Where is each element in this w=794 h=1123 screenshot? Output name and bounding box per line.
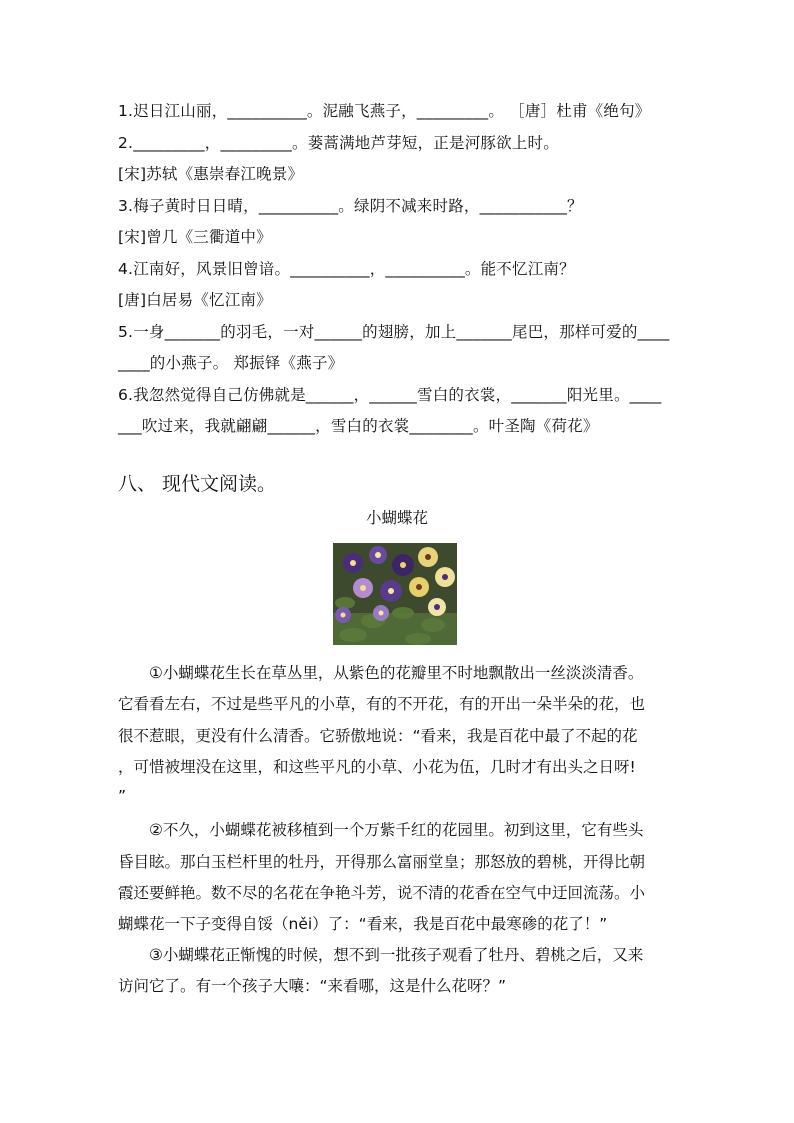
poem-line-9: ____的小燕子。 郑振铎《燕子》 (118, 354, 344, 372)
poem-line-8: 5.一身_______的羽毛，一对______的翅膀，加上_______尾巴，那样可爱的____ (118, 323, 670, 341)
poem-line-5: [宋]曾几《三衢道中》 (118, 228, 272, 246)
paragraph-line: ” (118, 787, 127, 805)
paragraph-line: 很不惹眼，更没有什么清香。它骄傲地说：“看来，我是百花中最了不起的花 (118, 727, 638, 745)
paragraph-line: 它看看左右，不过是些平凡的小草，有的不开花，有的开出一朵半朵的花，也 (118, 695, 646, 713)
paragraph-line: ，可惜被埋没在这里，和这些平凡的小草、小花为伍，几时才有出头之日呀! (118, 758, 636, 776)
poem-line-6: 4.江南好，风景旧曾谙。__________，__________。能不忆江南？ (118, 260, 575, 278)
pansy-flowers-image (333, 543, 457, 645)
paragraph-line: 蝴蝶花一下子变得自馁（něi）了：“看来，我是百花中最寒碜的花了！” (118, 915, 608, 933)
poem-line-10: 6.我忽然觉得自己仿佛就是______，______雪白的衣裳，_______阳光里。____ (118, 386, 662, 404)
poem-line-2: 2._________，_________。蒌蒿满地芦芽短，正是河豚欲上时。 (118, 134, 559, 152)
paragraph-line: ②不久，小蝴蝶花被移植到一个万紫千红的花园里。初到这里，它有些头 (118, 821, 644, 839)
paragraph-line: 访问它了。有一个孩子大嚷：“来看哪，这是什么花呀？” (118, 977, 507, 995)
section-heading: 八、 现代文阅读。 (118, 473, 277, 495)
paragraph-line: 霞还要鲜艳。数不尽的名花在争艳斗芳，说不清的花香在空气中迂回流荡。小 (118, 884, 646, 902)
poem-line-7: [唐]白居易《忆江南》 (118, 291, 272, 309)
poem-line-11: ___吹过来，我就翩翩______，雪白的衣裳________。叶圣陶《荷花》 (118, 417, 599, 435)
paragraph-line: 昏目眩。那白玉栏杆里的牡丹，开得那么富丽堂皇；那怒放的碧桃，开得比朝 (118, 853, 646, 871)
poem-line-3: [宋]苏轼《惠崇春江晚景》 (118, 165, 304, 183)
article-title: 小蝴蝶花 (365, 509, 428, 527)
paragraph-line: ①小蝴蝶花生长在草丛里，从紫色的花瓣里不时地飘散出一丝淡淡清香。 (118, 664, 644, 682)
paragraph-line: ③小蝴蝶花正惭愧的时候，想不到一批孩子观看了牡丹、碧桃之后，又来 (118, 946, 644, 964)
poem-line-1: 1.迟日江山丽，__________。泥融飞燕子，_________。 ［唐］杜甫《绝句》 (118, 102, 651, 120)
poem-line-4: 3.梅子黄时日日晴，__________。绿阴不减来时路，___________？ (118, 197, 583, 215)
